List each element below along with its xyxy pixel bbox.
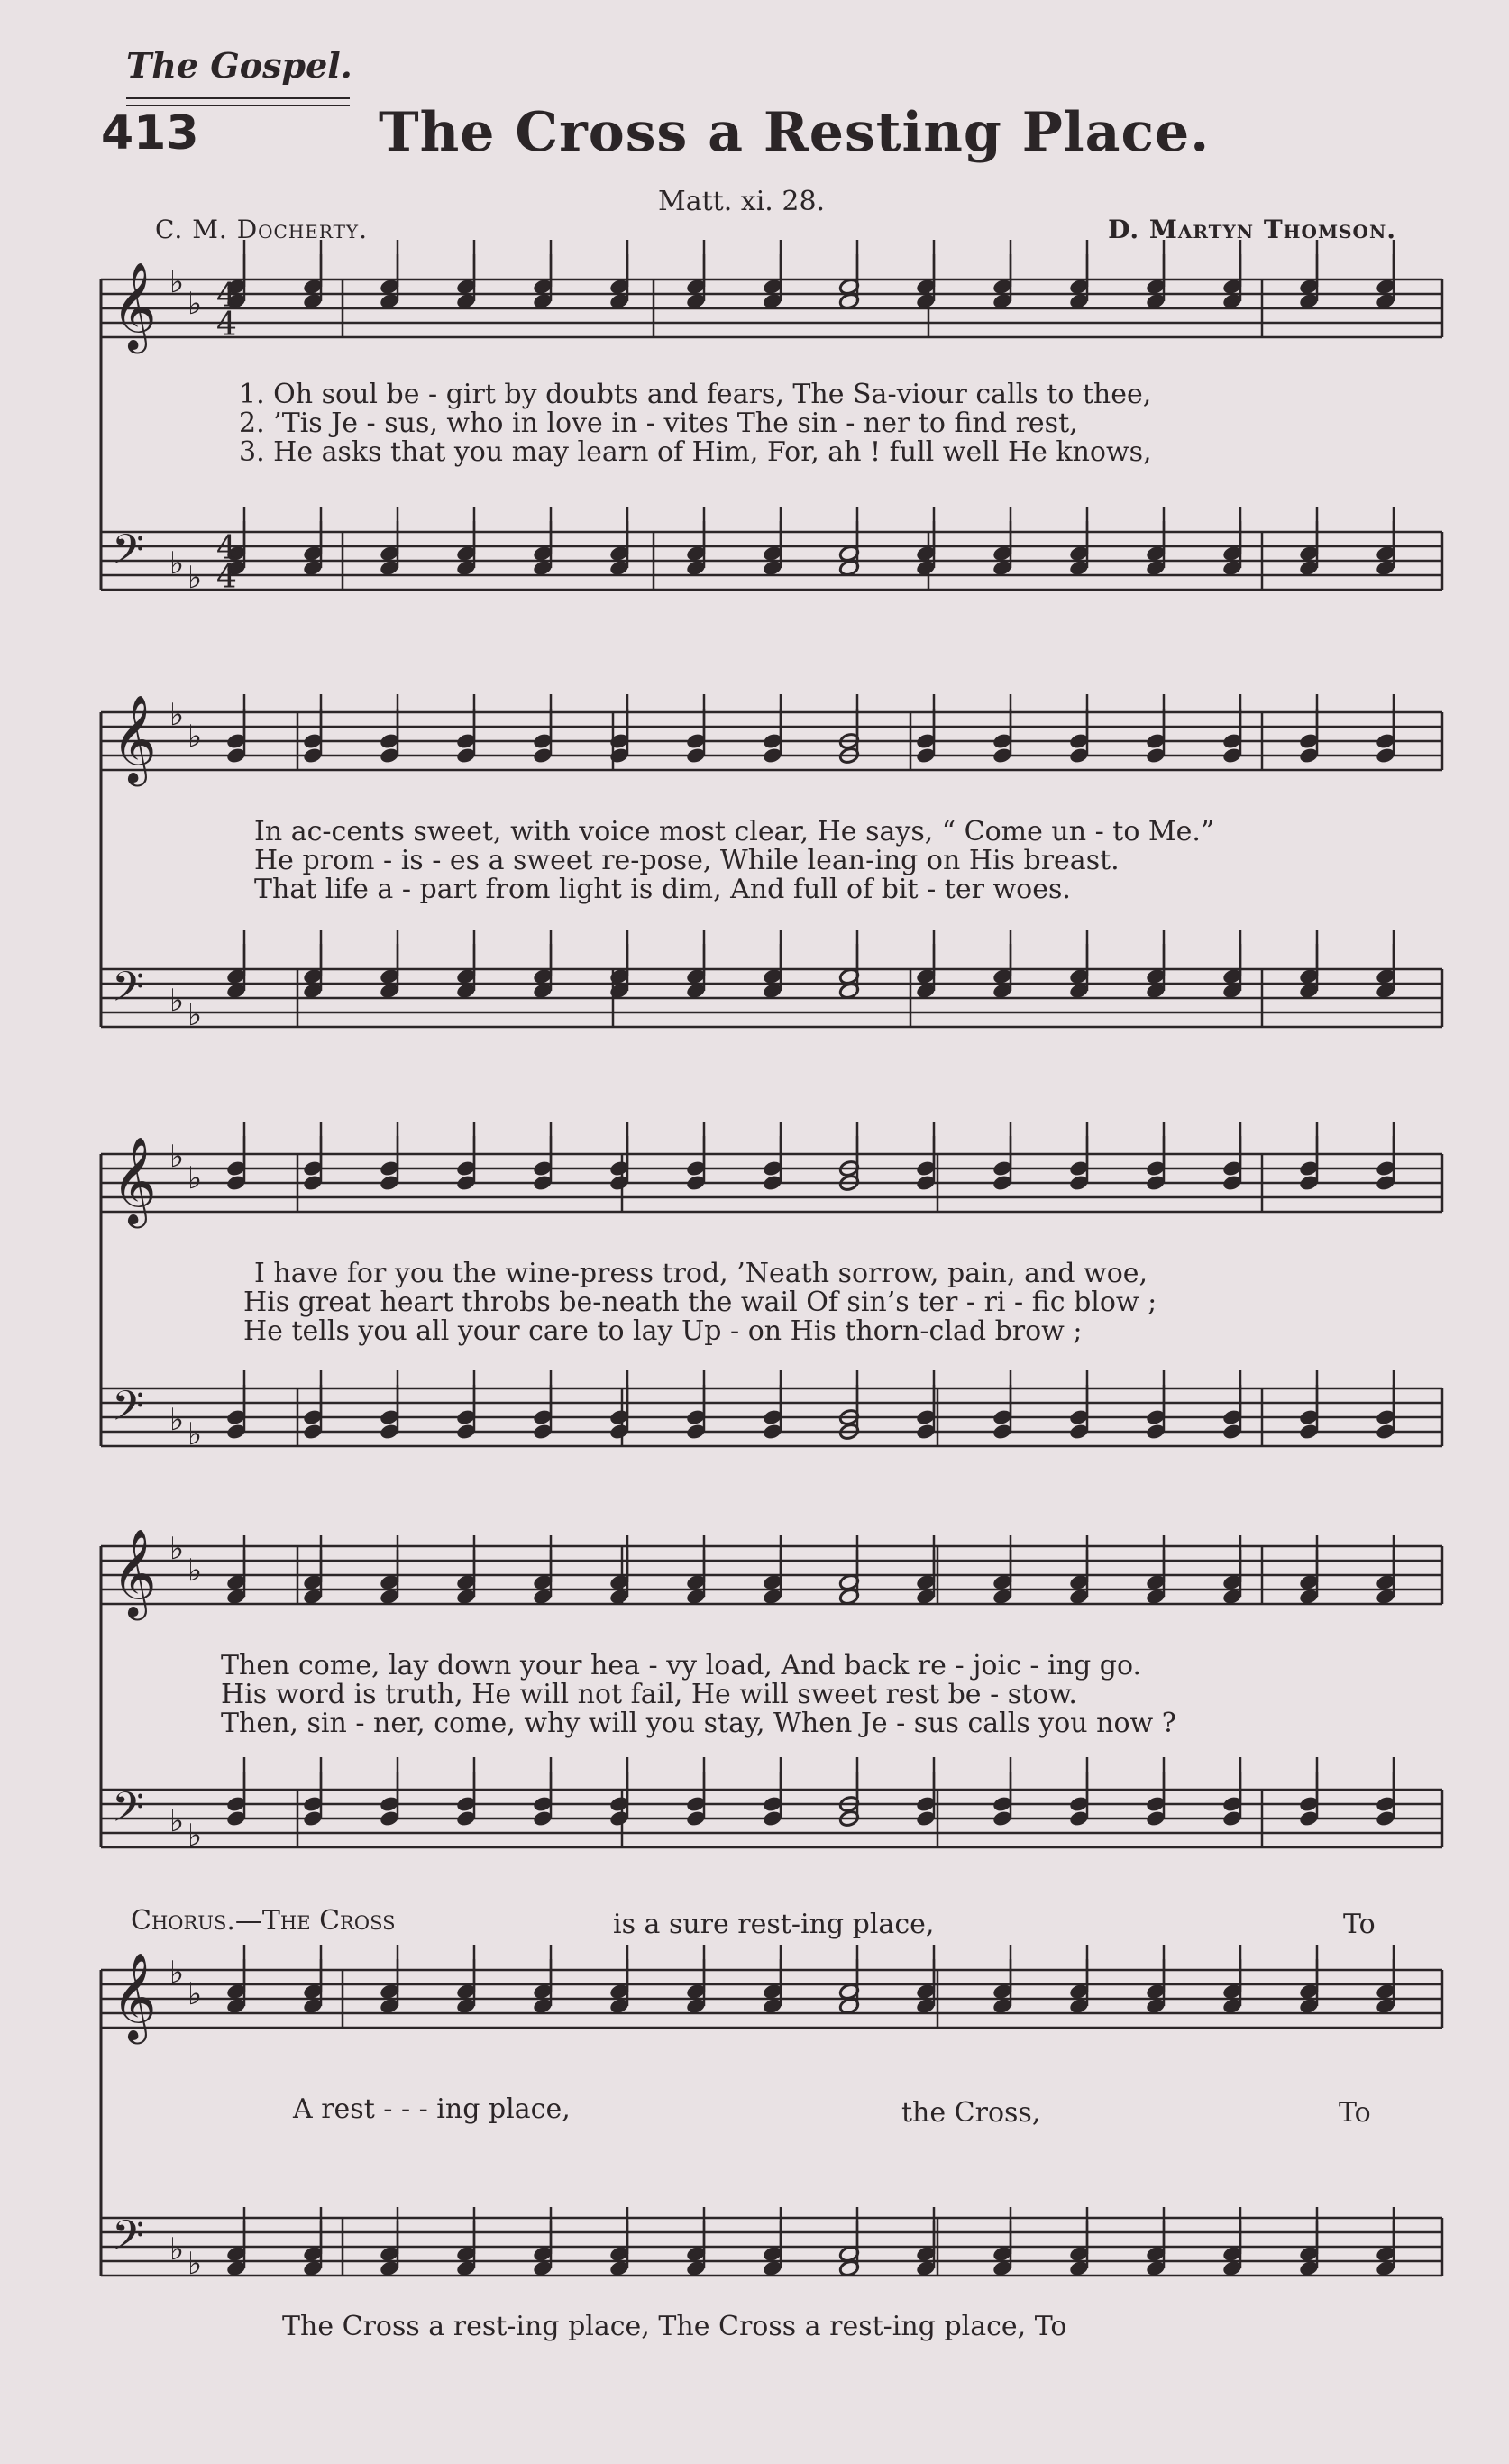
svg-text:𝄞: 𝄞 bbox=[112, 1528, 157, 1617]
lyric-line-s4-v3: Then, sin - ner, come, why will you stay, When Je - sus calls you now ? bbox=[221, 1708, 1176, 1739]
lyric-line-s3-v1: I have for you the wine-press trod, ’Neath sorrow, pain, and woe, bbox=[254, 1258, 1148, 1289]
chorus-mid-line-a: A rest - - - ing place, bbox=[293, 2093, 571, 2125]
svg-text:♭: ♭ bbox=[187, 1553, 203, 1589]
svg-text:♭: ♭ bbox=[169, 264, 185, 300]
chorus-mid-line-b: the Cross, bbox=[901, 2097, 1041, 2129]
lyric-line-s2-v1: In ac-cents sweet, with voice most clear, He says, “ Come un - to Me.” bbox=[254, 816, 1215, 847]
svg-text:♭: ♭ bbox=[187, 286, 203, 322]
scripture-reference: Matt. xi. 28. bbox=[658, 186, 826, 217]
arranger: D. Martyn Thomson. bbox=[1108, 215, 1396, 244]
svg-text:♭: ♭ bbox=[169, 1402, 185, 1438]
lyric-line-s4-v2: His word is truth, He will not fail, He will sweet rest be - stow. bbox=[221, 1679, 1077, 1710]
lyric-line-s2-v3: That life a - part from light is dim, And full of bit - ter woes. bbox=[254, 874, 1071, 905]
svg-text:4: 4 bbox=[216, 307, 237, 343]
section-heading: The Gospel. bbox=[126, 45, 352, 86]
svg-text:♭: ♭ bbox=[187, 560, 203, 596]
svg-text:♭: ♭ bbox=[187, 2246, 203, 2282]
svg-text:♭: ♭ bbox=[169, 1139, 185, 1175]
svg-text:♭: ♭ bbox=[187, 1416, 203, 1452]
hymn-number: 413 bbox=[101, 106, 199, 160]
svg-text:♭: ♭ bbox=[169, 1803, 185, 1839]
svg-text:4: 4 bbox=[216, 530, 237, 567]
svg-text:♭: ♭ bbox=[169, 2231, 185, 2267]
lyric-line-s3-v3: He tells you all your care to lay Up - on His thorn-clad brow ; bbox=[243, 1315, 1083, 1347]
svg-text:♭: ♭ bbox=[169, 1531, 185, 1567]
svg-text:♭: ♭ bbox=[187, 1818, 203, 1854]
lyric-line-s3-v2: His great heart throbs be-neath the wail Of sin’s ter - ri - fic blow ; bbox=[243, 1287, 1157, 1318]
svg-text:𝄢: 𝄢 bbox=[112, 526, 145, 584]
chorus-bottom-line: The Cross a rest-ing place, The Cross a rest-ing place, To bbox=[282, 2311, 1067, 2342]
svg-text:𝄞: 𝄞 bbox=[112, 1136, 157, 1224]
chorus-label: Chorus.—The Cross bbox=[131, 1905, 396, 1937]
lyric-line-s1-v3: 3. He asks that you may learn of Him, For, ah ! full well He knows, bbox=[239, 436, 1152, 468]
svg-text:♭: ♭ bbox=[169, 1955, 185, 1991]
hymn-title: The Cross a Resting Place. bbox=[379, 101, 1211, 164]
chorus-top-to: To bbox=[1343, 1909, 1376, 1940]
svg-text:♭: ♭ bbox=[169, 983, 185, 1019]
svg-text:𝄢: 𝄢 bbox=[112, 2212, 145, 2270]
svg-text:4: 4 bbox=[216, 278, 237, 315]
svg-text:♭: ♭ bbox=[187, 997, 203, 1033]
lyric-line-s4-v1: Then come, lay down your hea - vy load, And back re - joic - ing go. bbox=[221, 1650, 1142, 1681]
svg-text:♭: ♭ bbox=[169, 545, 185, 582]
chorus-top-line: is a sure rest-ing place, bbox=[613, 1909, 935, 1940]
svg-text:𝄞: 𝄞 bbox=[112, 261, 157, 350]
svg-text:𝄞: 𝄞 bbox=[112, 694, 157, 783]
svg-text:♭: ♭ bbox=[187, 1160, 203, 1196]
svg-text:𝄢: 𝄢 bbox=[112, 963, 145, 1021]
lyric-line-s1-v2: 2. ’Tis Je - sus, who in love in - vites The sin - ner to find rest, bbox=[239, 408, 1078, 439]
svg-text:♭: ♭ bbox=[169, 697, 185, 733]
chorus-mid-to: To bbox=[1339, 2097, 1371, 2129]
svg-text:♭: ♭ bbox=[187, 719, 203, 755]
svg-text:𝄢: 𝄢 bbox=[112, 1783, 145, 1842]
svg-text:𝄞: 𝄞 bbox=[112, 1952, 157, 2040]
composer: C. M. Docherty. bbox=[155, 215, 369, 244]
svg-text:4: 4 bbox=[216, 559, 237, 596]
svg-text:𝄢: 𝄢 bbox=[112, 1382, 145, 1441]
lyric-line-s1-v1: 1. Oh soul be - girt by doubts and fears, The Sa-viour calls to thee, bbox=[239, 379, 1152, 410]
lyric-line-s2-v2: He prom - is - es a sweet re-pose, While lean-ing on His breast. bbox=[254, 845, 1120, 876]
svg-text:♭: ♭ bbox=[187, 1976, 203, 2012]
